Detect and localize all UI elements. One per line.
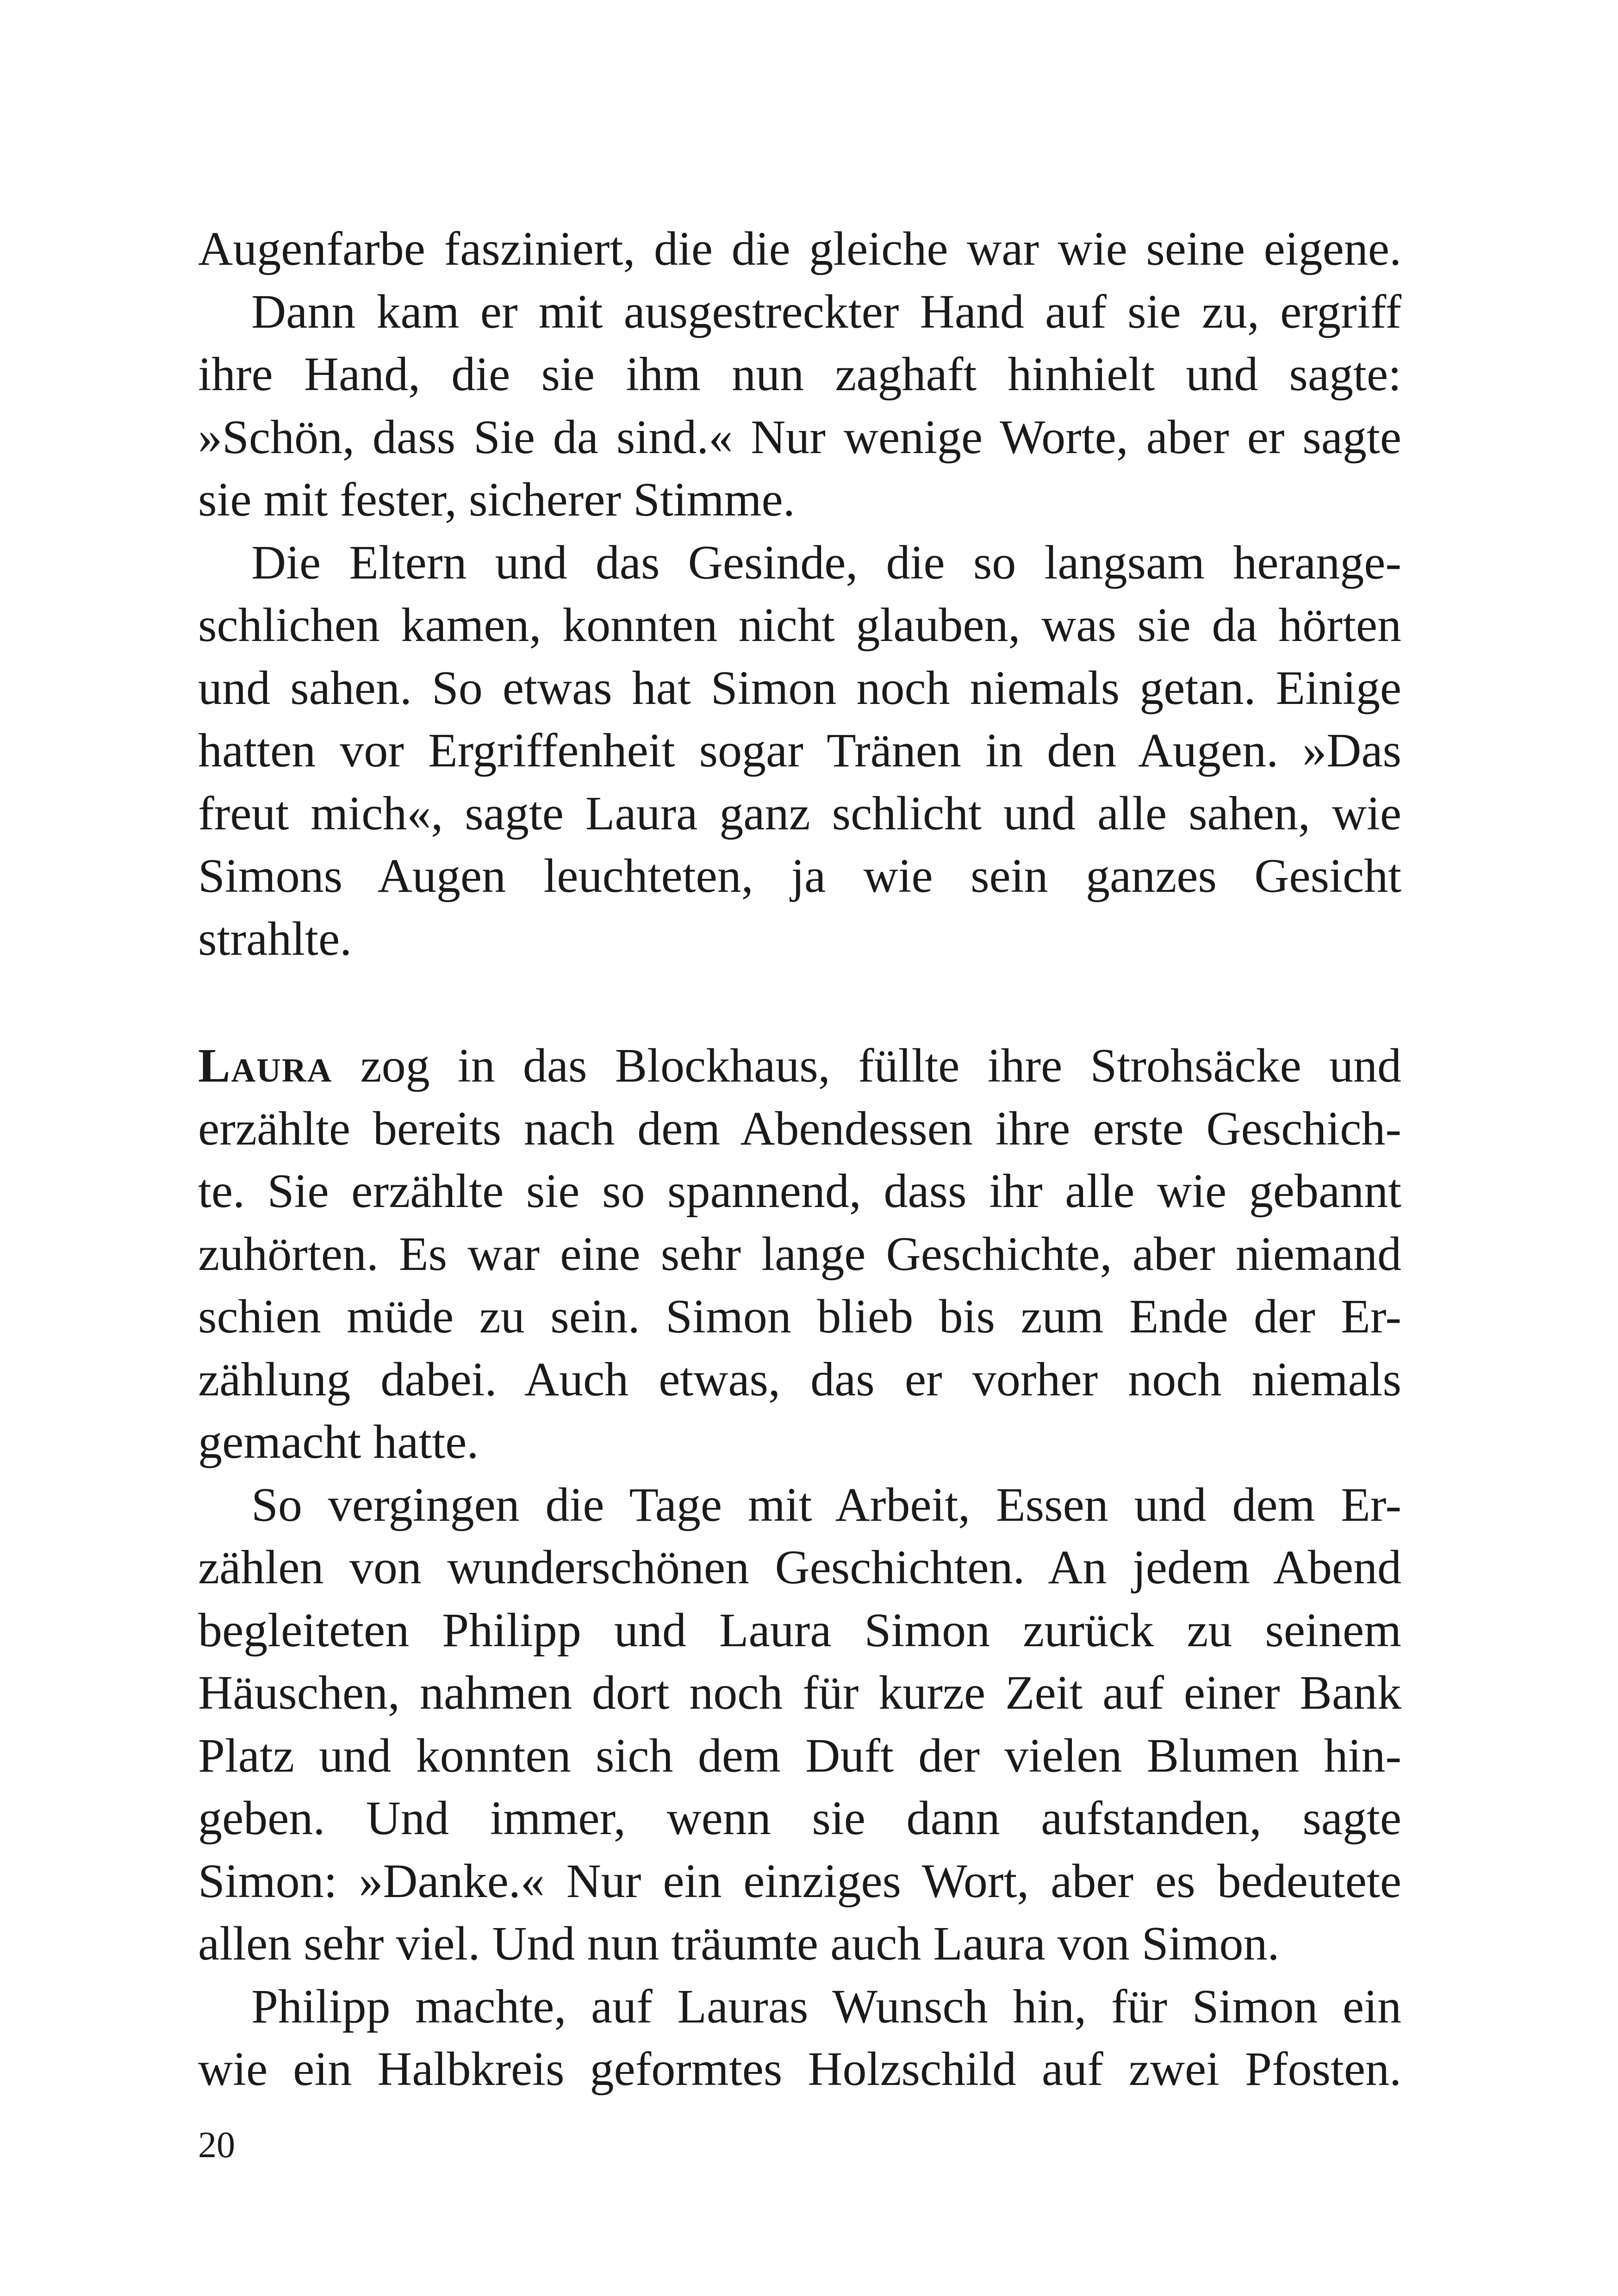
text-line: geben. Und immer, wenn sie dann aufstanden, sagte [198,1792,1401,1845]
text-line: ihre Hand, die sie ihm nun zaghaft hinhielt und sagte: [198,348,1401,401]
text-line: begleiteten Philipp und Laura Simon zurück zu seinem [198,1603,1401,1657]
text-line: Philipp machte, auf Lauras Wunsch hin, für Simon ein [251,1979,1401,2033]
text-line: sie mit fester, sicherer Stimme. [198,473,795,526]
section-opening-line [198,1034,1401,1097]
paragraph-block-1 [198,218,1401,970]
section-opening-text: zog in das Blockhaus, füllte ihre Strohsäcke und [332,1039,1401,1092]
text-line: So vergingen die Tage mit Arbeit, Essen und dem Er- [251,1478,1401,1531]
text-line: hatten vor Ergriffenheit sogar Tränen in den Augen. »Das [198,724,1401,777]
text-line: wie ein Halbkreis geformtes Holzschild auf zwei Pfosten. [198,2042,1401,2096]
text-line: zuhörten. Es war eine sehr lange Geschichte, aber niemand [198,1227,1401,1281]
text-line: gemacht hatte. [198,1415,479,1468]
text-line: erzählte bereits nach dem Abendessen ihre erste Geschich- [198,1101,1401,1155]
text-line: Simons Augen leuchteten, ja wie sein ganzes Gesicht [198,849,1401,902]
text-line: zählen von wunderschönen Geschichten. An jedem Abend [198,1541,1401,1594]
text-line: allen sehr viel. Und nun träumte auch Laura von Simon. [198,1917,1280,1970]
text-line: schien müde zu sein. Simon blieb bis zum Ende der Er- [198,1290,1401,1343]
text-line: Häuschen, nahmen dort noch für kurze Zeit auf einer Bank [198,1666,1401,1719]
text-line: zählung dabei. Auch etwas, das er vorher noch niemals [198,1352,1401,1406]
page-number: 20 [198,2125,235,2165]
text-line: und sahen. So etwas hat Simon noch niemals getan. Einige [198,661,1401,715]
text-line: »Schön, dass Sie da sind.« Nur wenige Worte, aber er sagte [198,410,1401,464]
paragraph-block-2 [198,1034,1401,2101]
section-lead-word: Laura [198,1039,333,1092]
text-line: Platz und konnten sich dem Duft der vielen Blumen hin- [198,1729,1401,1782]
text-line: schlichen kamen, konnten nicht glauben, was sie da hörten [198,598,1401,652]
text-line: Augenfarbe fasziniert, die die gleiche war wie seine eigene. [198,222,1401,275]
text-line: Die Eltern und das Gesinde, die so langsam herange- [251,535,1401,589]
text-line: Dann kam er mit ausgestreckter Hand auf sie zu, ergriff [251,285,1401,338]
text-line: freut mich«, sagte Laura ganz schlicht und alle sahen, wie [198,786,1401,840]
text-line: te. Sie erzählte sie so spannend, dass ihr alle wie gebannt [198,1164,1401,1218]
text-line: Simon: »Danke.« Nur ein einziges Wort, aber es bedeutete [198,1854,1401,1908]
text-line: strahlte. [198,912,352,965]
